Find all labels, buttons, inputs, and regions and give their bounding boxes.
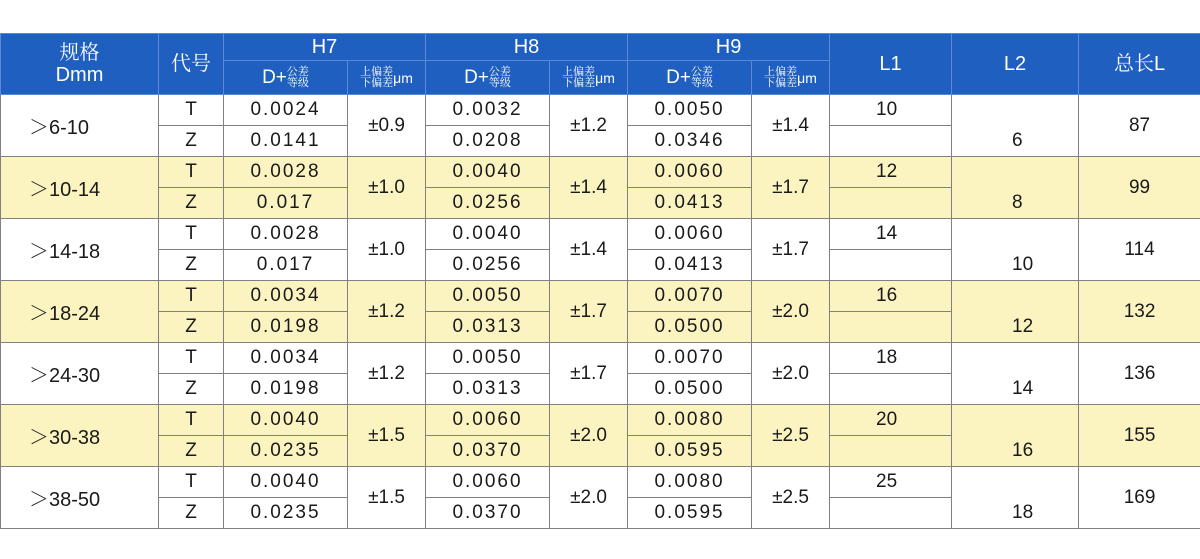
h7-t-value: 0.0040 — [224, 467, 348, 498]
subheader-deviation-line2: 下偏差 — [562, 76, 596, 89]
code-t-cell: T — [159, 281, 224, 312]
h7-deviation: ±1.2 — [348, 281, 426, 343]
subheader-grade-line2: 等级 — [488, 76, 511, 89]
total-value: 169 — [1079, 467, 1200, 529]
h8-t-value: 0.0050 — [426, 281, 550, 312]
l1-blank-cell — [830, 374, 952, 405]
h9-t-value: 0.0050 — [628, 95, 752, 126]
l2-blank-cell — [952, 157, 1079, 188]
h7-z-value: 0.0235 — [224, 498, 348, 529]
total-value: 114 — [1079, 219, 1200, 281]
h7-z-value: 0.017 — [224, 250, 348, 281]
h7-t-value: 0.0040 — [224, 405, 348, 436]
h9-z-value: 0.0500 — [628, 312, 752, 343]
subheader-h7-tolerance — [224, 61, 348, 95]
l2-blank-cell — [952, 405, 1079, 436]
h7-t-value: 0.0028 — [224, 219, 348, 250]
h9-z-value: 0.0413 — [628, 250, 752, 281]
code-t-cell: T — [159, 157, 224, 188]
table-row — [1, 157, 1200, 188]
subheader-d: D+ — [666, 66, 691, 88]
h9-deviation: ±2.0 — [752, 281, 830, 343]
table-row — [1, 281, 1200, 312]
h9-z-value: 0.0346 — [628, 126, 752, 157]
subheader-deviation-line1: 上偏差 — [764, 65, 798, 78]
subheader-h7-deviation — [348, 61, 426, 95]
h9-z-value: 0.0413 — [628, 188, 752, 219]
subheader-grade-line1: 公差 — [488, 65, 511, 78]
table-row — [1, 219, 1200, 250]
code-t-cell: T — [159, 343, 224, 374]
h9-t-value: 0.0060 — [628, 157, 752, 188]
h8-deviation: ±1.7 — [550, 343, 628, 405]
table-row — [1, 405, 1200, 436]
h7-t-value: 0.0024 — [224, 95, 348, 126]
spec-cell: ＞30-38 — [1, 405, 159, 467]
l2-value: 12 — [952, 312, 1079, 343]
subheader-deviation — [360, 67, 393, 89]
spec-cell: ＞24-30 — [1, 343, 159, 405]
h7-deviation: ±1.0 — [348, 219, 426, 281]
spec-table-wrapper — [0, 33, 1200, 529]
l2-value: 16 — [952, 436, 1079, 467]
subheader-h9-deviation — [752, 61, 830, 95]
header-h9: H9 — [628, 34, 830, 61]
subheader-deviation — [764, 67, 797, 89]
code-z-cell: Z — [159, 250, 224, 281]
h8-z-value: 0.0313 — [426, 374, 550, 405]
table-row — [1, 343, 1200, 374]
code-z-cell: Z — [159, 498, 224, 529]
table-row — [1, 467, 1200, 498]
subheader-grade — [287, 67, 309, 89]
code-t-cell: T — [159, 95, 224, 126]
total-value: 99 — [1079, 157, 1200, 219]
header-total: 总长L — [1079, 34, 1200, 95]
h8-t-value: 0.0060 — [426, 467, 550, 498]
h9-t-value: 0.0060 — [628, 219, 752, 250]
h8-t-value: 0.0050 — [426, 343, 550, 374]
spec-cell: ＞6-10 — [1, 95, 159, 157]
header-spec-line1: 规格 — [59, 42, 100, 64]
code-t-cell: T — [159, 219, 224, 250]
h7-deviation: ±1.0 — [348, 157, 426, 219]
h8-z-value: 0.0370 — [426, 436, 550, 467]
h9-deviation: ±2.5 — [752, 467, 830, 529]
l2-blank-cell — [952, 95, 1079, 126]
l1-blank-cell — [830, 188, 952, 219]
h7-z-value: 0.0235 — [224, 436, 348, 467]
h8-t-value: 0.0040 — [426, 157, 550, 188]
subheader-h8-tolerance — [426, 61, 550, 95]
code-z-cell: Z — [159, 374, 224, 405]
total-value: 155 — [1079, 405, 1200, 467]
subheader-grade-line1: 公差 — [690, 65, 713, 78]
l1-blank-cell — [830, 498, 952, 529]
total-value: 136 — [1079, 343, 1200, 405]
h7-t-value: 0.0034 — [224, 281, 348, 312]
h8-z-value: 0.0370 — [426, 498, 550, 529]
h8-deviation: ±1.2 — [550, 95, 628, 157]
h8-deviation: ±1.4 — [550, 219, 628, 281]
h9-t-value: 0.0080 — [628, 405, 752, 436]
h8-deviation: ±2.0 — [550, 405, 628, 467]
spec-table — [0, 33, 1200, 529]
subheader-unit: μm — [595, 69, 615, 86]
subheader-deviation-line1: 上偏差 — [360, 65, 394, 78]
table-header — [1, 34, 1200, 95]
spec-cell: ＞38-50 — [1, 467, 159, 529]
subheader-deviation — [562, 67, 595, 89]
subheader-d: D+ — [464, 66, 489, 88]
h9-z-value: 0.0500 — [628, 374, 752, 405]
h8-t-value: 0.0040 — [426, 219, 550, 250]
h7-z-value: 0.0198 — [224, 374, 348, 405]
l2-blank-cell — [952, 343, 1079, 374]
code-z-cell: Z — [159, 312, 224, 343]
h9-t-value: 0.0070 — [628, 343, 752, 374]
header-l1: L1 — [830, 34, 952, 95]
subheader-deviation-line1: 上偏差 — [562, 65, 596, 78]
subheader-unit: μm — [393, 69, 413, 86]
total-value: 87 — [1079, 95, 1200, 157]
h9-t-value: 0.0070 — [628, 281, 752, 312]
table-body — [1, 95, 1200, 529]
code-z-cell: Z — [159, 436, 224, 467]
h9-deviation: ±1.7 — [752, 219, 830, 281]
subheader-deviation-line2: 下偏差 — [764, 76, 798, 89]
header-code: 代号 — [159, 34, 224, 95]
h7-z-value: 0.0198 — [224, 312, 348, 343]
subheader-h9-tolerance — [628, 61, 752, 95]
l1-blank-cell — [830, 312, 952, 343]
spec-cell: ＞10-14 — [1, 157, 159, 219]
h9-t-value: 0.0080 — [628, 467, 752, 498]
l1-blank-cell — [830, 126, 952, 157]
l2-value: 14 — [952, 374, 1079, 405]
h9-deviation: ±1.7 — [752, 157, 830, 219]
h7-deviation: ±1.5 — [348, 405, 426, 467]
header-h7: H7 — [224, 34, 426, 61]
spec-cell: ＞14-18 — [1, 219, 159, 281]
l2-value: 6 — [952, 126, 1079, 157]
spec-cell: ＞18-24 — [1, 281, 159, 343]
h7-z-value: 0.017 — [224, 188, 348, 219]
subheader-grade-line2: 等级 — [286, 76, 309, 89]
subheader-grade — [691, 67, 713, 89]
subheader-grade-line1: 公差 — [286, 65, 309, 78]
code-z-cell: Z — [159, 188, 224, 219]
h8-z-value: 0.0256 — [426, 188, 550, 219]
subheader-grade-line2: 等级 — [690, 76, 713, 89]
subheader-deviation-line2: 下偏差 — [360, 76, 394, 89]
h8-z-value: 0.0256 — [426, 250, 550, 281]
l1-value: 14 — [830, 219, 952, 250]
header-h8: H8 — [426, 34, 628, 61]
l1-blank-cell — [830, 436, 952, 467]
h8-t-value: 0.0060 — [426, 405, 550, 436]
table-row — [1, 95, 1200, 126]
l2-blank-cell — [952, 219, 1079, 250]
h7-z-value: 0.0141 — [224, 126, 348, 157]
l1-value: 20 — [830, 405, 952, 436]
l2-value: 10 — [952, 250, 1079, 281]
subheader-grade — [489, 67, 511, 89]
h8-z-value: 0.0208 — [426, 126, 550, 157]
header-spec — [1, 34, 159, 95]
subheader-h8-deviation — [550, 61, 628, 95]
l1-value: 25 — [830, 467, 952, 498]
header-spec-line2: Dmm — [55, 64, 104, 86]
h7-t-value: 0.0034 — [224, 343, 348, 374]
h8-z-value: 0.0313 — [426, 312, 550, 343]
code-t-cell: T — [159, 467, 224, 498]
h9-deviation: ±2.5 — [752, 405, 830, 467]
total-value: 132 — [1079, 281, 1200, 343]
subheader-d: D+ — [262, 66, 287, 88]
h9-deviation: ±2.0 — [752, 343, 830, 405]
h9-z-value: 0.0595 — [628, 498, 752, 529]
h9-deviation: ±1.4 — [752, 95, 830, 157]
h8-deviation: ±1.7 — [550, 281, 628, 343]
header-l2: L2 — [952, 34, 1079, 95]
l2-blank-cell — [952, 467, 1079, 498]
l2-blank-cell — [952, 281, 1079, 312]
l1-value: 10 — [830, 95, 952, 126]
code-t-cell: T — [159, 405, 224, 436]
subheader-unit: μm — [797, 69, 817, 86]
h9-z-value: 0.0595 — [628, 436, 752, 467]
h7-deviation: ±1.2 — [348, 343, 426, 405]
l2-value: 8 — [952, 188, 1079, 219]
h7-deviation: ±1.5 — [348, 467, 426, 529]
code-z-cell: Z — [159, 126, 224, 157]
h7-deviation: ±0.9 — [348, 95, 426, 157]
h8-t-value: 0.0032 — [426, 95, 550, 126]
h7-t-value: 0.0028 — [224, 157, 348, 188]
l1-value: 12 — [830, 157, 952, 188]
l1-value: 16 — [830, 281, 952, 312]
h8-deviation: ±2.0 — [550, 467, 628, 529]
l2-value: 18 — [952, 498, 1079, 529]
l1-blank-cell — [830, 250, 952, 281]
l1-value: 18 — [830, 343, 952, 374]
h8-deviation: ±1.4 — [550, 157, 628, 219]
